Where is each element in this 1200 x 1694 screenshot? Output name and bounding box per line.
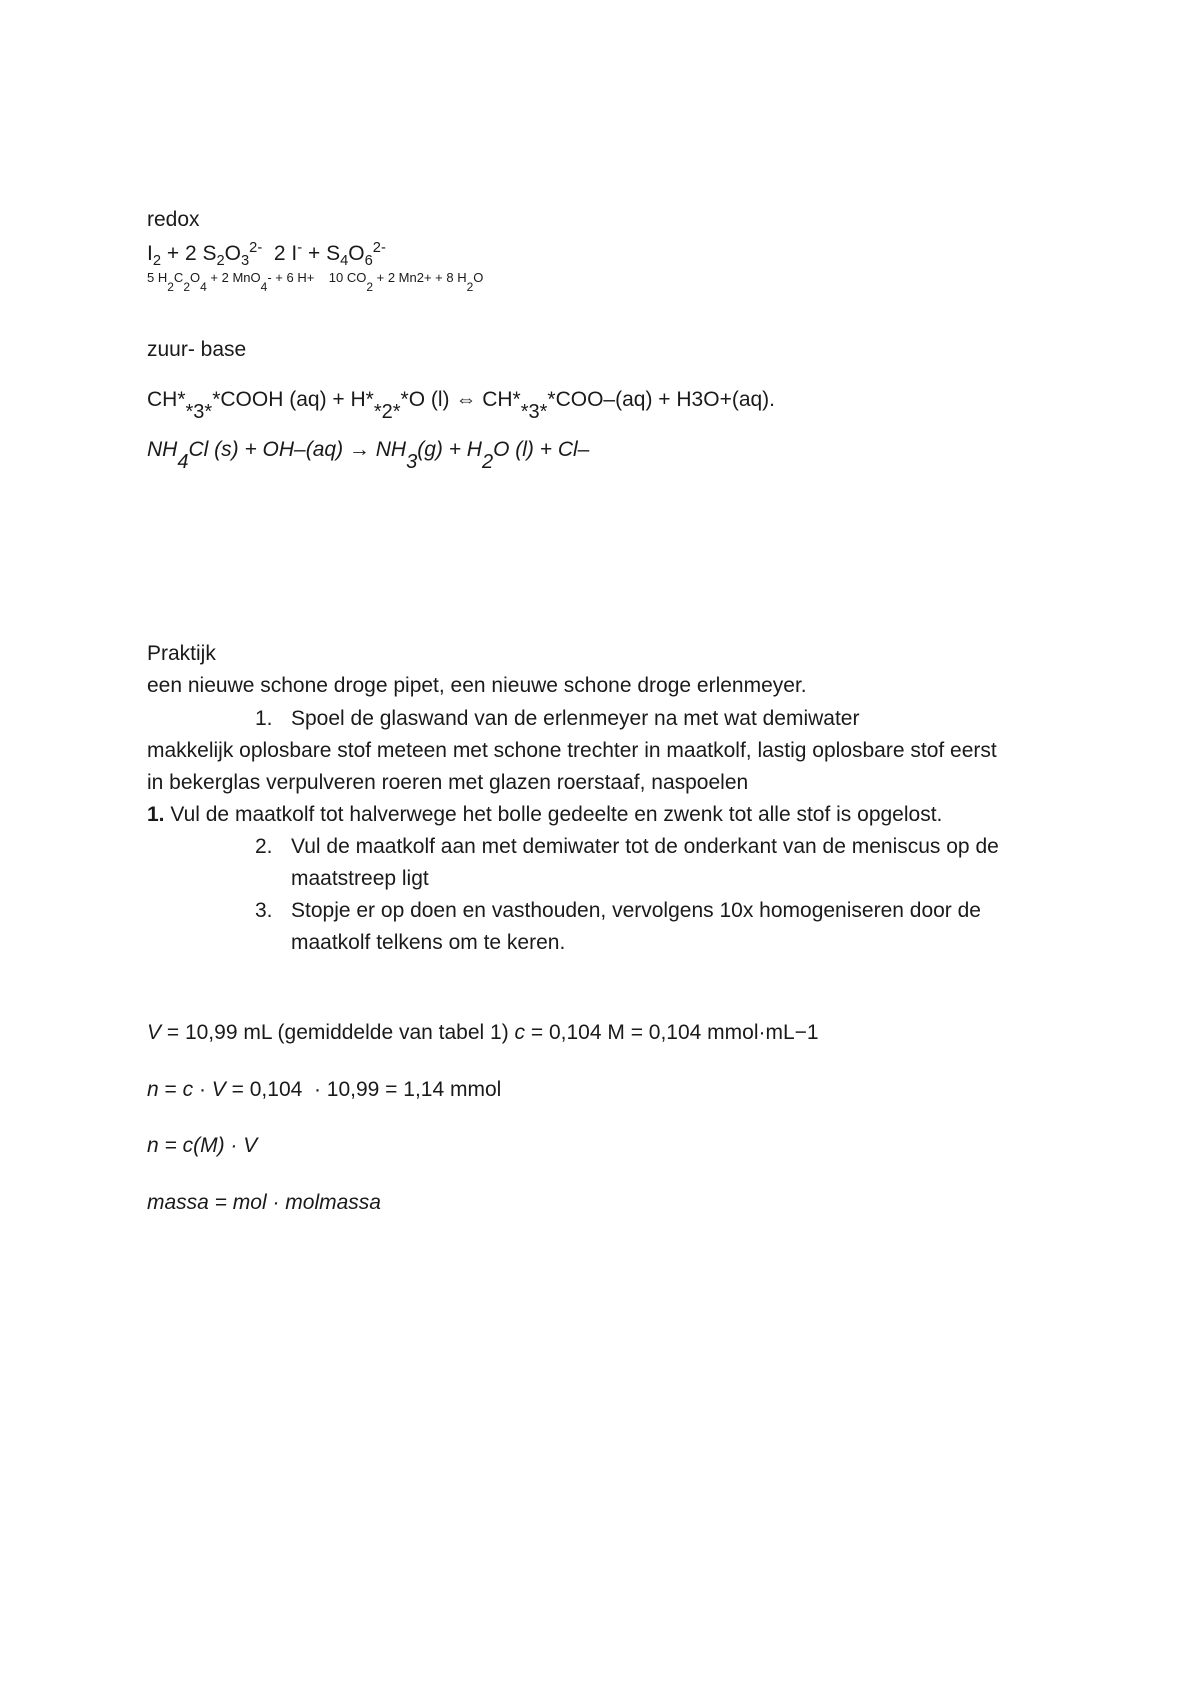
calc-text: = 0,104 · 10,99 = 1,14 mmol xyxy=(225,1078,502,1101)
acid-base-equation-1 xyxy=(147,387,776,423)
eq-text: I xyxy=(147,242,153,265)
var-v: V xyxy=(211,1078,226,1101)
eq-text: O xyxy=(473,270,484,285)
eq-text: Cl (s) + OH–(aq) → NH xyxy=(188,438,407,461)
list-number: 3. xyxy=(255,899,273,922)
eq-text: *COO–(aq) + H3O+(aq). xyxy=(547,388,776,411)
eq-sub: 4 xyxy=(200,280,207,294)
eq-text: *O (l) ⇔ CH* xyxy=(400,388,521,411)
eq-sub: 2 xyxy=(481,451,494,473)
step-text: Vul de maatkolf tot halverwege het bolle gedeelte en zwenk tot alle stof is opgelost. xyxy=(164,803,943,826)
var-n: n xyxy=(147,1078,159,1101)
eq-text: + 2 Mn2+ + 8 H xyxy=(373,270,467,285)
eq-sub: 2 xyxy=(366,280,374,294)
eq-text: O xyxy=(224,242,241,265)
eq-text: + 2 MnO xyxy=(206,270,261,285)
list-item xyxy=(255,706,859,732)
calc-text: · xyxy=(193,1078,212,1101)
redox-equation-2 xyxy=(147,270,484,294)
practice-intro: een nieuwe schone droge pipet, een nieuwe schone droge erlenmeyer. xyxy=(147,674,807,697)
list-text-continued: maatkolf telkens om te keren. xyxy=(291,931,566,954)
eq-sup: - xyxy=(297,240,303,256)
eq-text: *COOH (aq) + H* xyxy=(212,388,374,411)
eq-sub: 2 xyxy=(216,253,225,270)
eq-sup: 2- xyxy=(249,240,263,256)
eq-text: O xyxy=(348,242,365,265)
list-text: Stopje er op doen en vasthouden, vervolgens 10x homogeniseren door de xyxy=(291,899,981,922)
eq-sub: 2 xyxy=(152,253,162,270)
redox-equation-1 xyxy=(147,240,386,270)
var-v: V xyxy=(147,1021,162,1044)
list-text: Spoel de glaswand van de erlenmeyer na met wat demiwater xyxy=(291,707,860,730)
eq-sub: 4 xyxy=(260,280,268,294)
eq-sup: 2- xyxy=(372,240,386,256)
eq-text: O xyxy=(190,270,201,285)
eq-text: 5 H xyxy=(147,270,168,285)
eq-text: (g) + H xyxy=(417,438,482,461)
list-text-continued: maatstreep ligt xyxy=(291,867,429,890)
eq-sub: 2 xyxy=(167,280,174,294)
calc-line-4: massa = mol · molmassa xyxy=(147,1191,381,1214)
calc-line-3: n = c(M) · V xyxy=(147,1134,258,1157)
eq-text: C xyxy=(173,270,184,285)
list-text: Vul de maatkolf aan met demiwater tot de onderkant van de meniscus op de xyxy=(291,835,999,858)
eq-sub: 3 xyxy=(240,253,250,270)
list-number: 1. xyxy=(255,707,273,730)
eq-sub: 4 xyxy=(177,451,189,473)
list-item xyxy=(255,898,981,924)
acid-base-equation-2 xyxy=(147,437,590,473)
bold-number: 1. xyxy=(147,803,165,826)
eq-text: CH* xyxy=(147,388,186,411)
eq-sub: *2* xyxy=(373,401,401,423)
eq-sub: 3 xyxy=(406,451,418,473)
eq-text: O (l) + Cl– xyxy=(493,438,590,461)
calc-text: = xyxy=(158,1078,183,1101)
paragraph-line: in bekerglas verpulveren roeren met glazen roerstaaf, naspoelen xyxy=(147,771,749,794)
calc-text: = 0,104 M = 0,104 mmol·mL−1 xyxy=(525,1021,819,1044)
eq-sub: *3* xyxy=(520,401,548,423)
eq-sub: *3* xyxy=(185,401,213,423)
practice-heading: Praktijk xyxy=(147,642,216,665)
eq-sub: 4 xyxy=(340,253,349,270)
var-c: c xyxy=(182,1078,194,1101)
eq-sub: 6 xyxy=(364,253,373,270)
list-item xyxy=(255,834,999,860)
eq-text: NH xyxy=(147,438,178,461)
calc-text: = 10,99 mL (gemiddelde van tabel 1) xyxy=(161,1021,515,1044)
bold-step xyxy=(147,802,942,828)
acid-base-heading: zuur- base xyxy=(147,338,247,361)
eq-sub: 2 xyxy=(183,280,190,294)
eq-text: + S xyxy=(302,242,341,265)
eq-text: - + 6 H+ 10 CO xyxy=(267,270,367,285)
calc-line-2 xyxy=(147,1077,501,1103)
redox-heading: redox xyxy=(147,208,200,231)
paragraph-line: makkelijk oplosbare stof meteen met schone trechter in maatkolf, lastig oplosbare stof eerst xyxy=(147,739,997,762)
list-number: 2. xyxy=(255,835,273,858)
eq-text: + 2 S xyxy=(161,242,217,265)
var-c: c xyxy=(514,1021,526,1044)
eq-text: 2 I xyxy=(262,242,298,265)
eq-sub: 2 xyxy=(466,280,474,294)
calc-line-1 xyxy=(147,1020,819,1046)
